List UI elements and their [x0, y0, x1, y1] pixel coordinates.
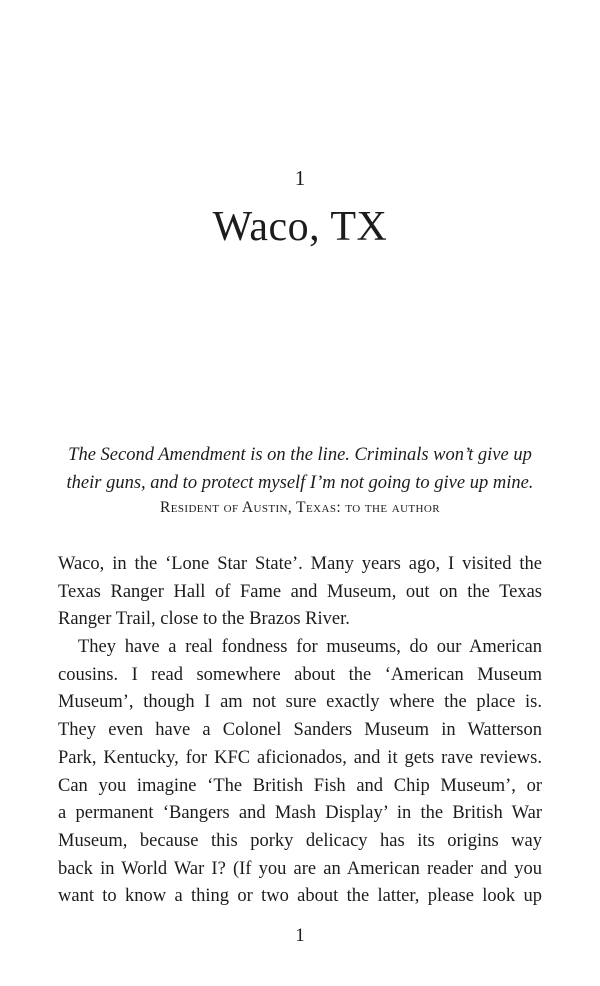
paragraph-2-line: cousins. I read somewhere about the ‘American Museum [58, 664, 542, 685]
page-number: 1 [295, 925, 305, 946]
paragraph-1-line: Waco, in the ‘Lone Star State’. Many years ago, I visited the [58, 554, 542, 574]
chapter-number: 1 [294, 166, 306, 190]
epigraph-line: The Second Amendment is on the line. Criminals won’t give up [68, 445, 532, 465]
paragraph-1-line: Texas Ranger Hall of Fame and Museum, out on the Texas [58, 581, 542, 602]
paragraph-2-line: They even have a Colonel Sanders Museum in Watterson [58, 720, 542, 741]
epigraph-line: their guns, and to protect myself I’m not going to give up mine. [66, 473, 534, 493]
epigraph [58, 441, 542, 519]
paragraph-2-line: They have a real fondness for museums, do our American [78, 637, 542, 658]
paragraph-2-line: a permanent ‘Bangers and Mash Display’ in the British War [58, 803, 542, 824]
paragraph-2-line: Can you imagine ‘The British Fish and Chip Museum’, or [58, 775, 542, 796]
paragraph-2-line: Museum, because this porky delicacy has its origins way [58, 830, 542, 851]
paragraph-2-line: Museum’, though I am not sure exactly where the place is. [58, 692, 542, 713]
body-text [58, 551, 542, 911]
chapter-title: Waco, TX [212, 204, 388, 250]
epigraph-attribution: Resident of Austin, Texas: to the author [160, 499, 440, 516]
paragraph-1-line: Ranger Trail, close to the Brazos River. [58, 609, 350, 630]
paragraph-2-line: back in World War I? (If you are an American reader and you [58, 858, 542, 879]
paragraph-2-line: want to know a thing or two about the latter, please look up [58, 886, 542, 907]
paragraph-2-line: Park, Kentucky, for KFC aficionados, and it gets rave reviews. [58, 747, 542, 768]
